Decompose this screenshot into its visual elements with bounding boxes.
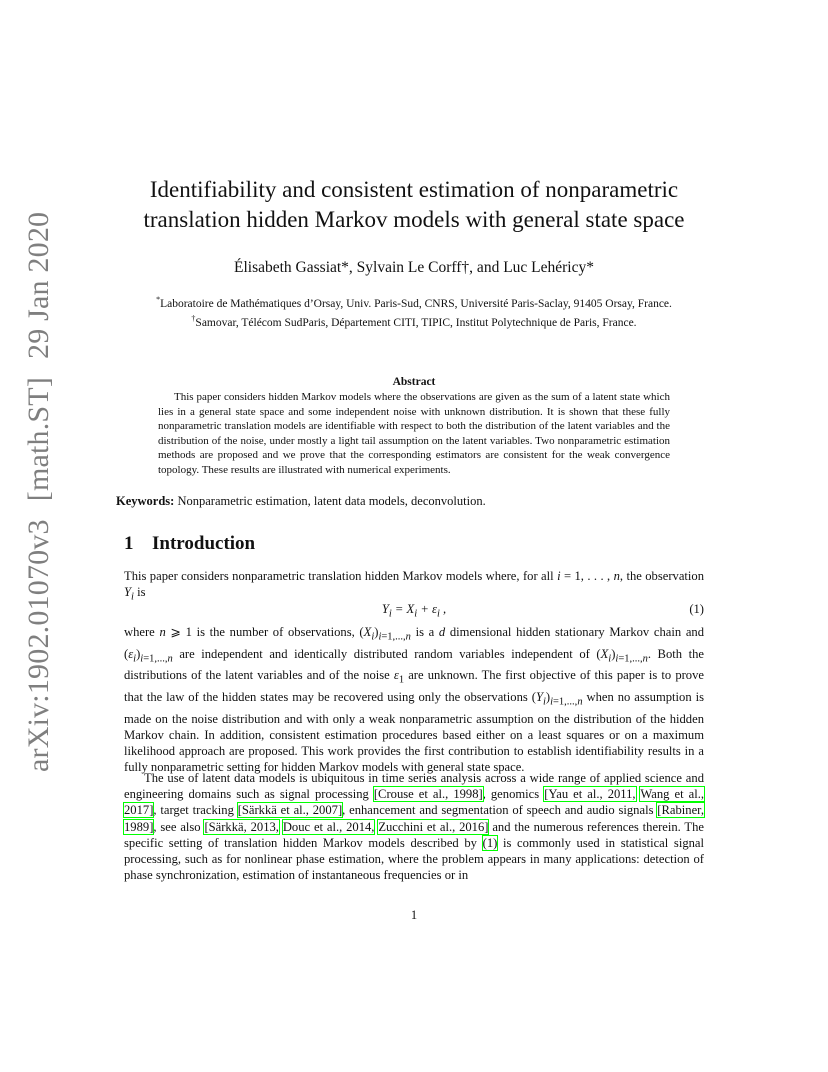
section-heading-introduction	[124, 533, 255, 555]
keywords-label: Keywords:	[116, 494, 175, 508]
citation-link[interactable]: [Särkkä, 2013,	[204, 819, 279, 834]
citation-link[interactable]: [Särkkä et al., 2007]	[237, 803, 343, 818]
citation-link[interactable]: Douc et al., 2014,	[282, 819, 375, 834]
citation-link[interactable]: Wang et al., 2017]	[124, 787, 704, 818]
citation-link[interactable]: [Yau et al., 2011,	[544, 787, 636, 802]
arxiv-date: 29 Jan 2020	[22, 211, 55, 359]
author-list: Élisabeth Gassiat*, Sylvain Le Corff†, and Luc Lehéricy*	[234, 259, 594, 276]
citation-link[interactable]: Zucchini et al., 2016]	[378, 819, 489, 834]
citation-link[interactable]: [Rabiner, 1989]	[124, 803, 705, 834]
intro-paragraph-2: where n ⩾ 1 is the number of observations, $(X_i)_{i=1,...,n}$ is a d dimensional hidden stationary Markov chain and $(\varepsilon_i)_{i=1,...,n}$ are independent and identically distributed random variables independent of $(X_i)_{i=1,...,n}$. Both the distributions of the latent variables and of the noise $\varepsilon_1$ are unknown. The first objective of this paper is to prove that the law of the hidden states may be recovered using only the observations $(Y_i)_{i=1,...,n}$ when no assumption is made on the noise distribution and with only a weak nonparametric assumption on the distribution of the hidden Markov chain. In addition, consistent estimation procedures based either on a least squares or on a maximum likelihood approach are proposed. This work provides the first contribution to establish identifiability results in a fully nonparametric setting for hidden Markov models with general state space.	[124, 625, 704, 775]
paper-title: Identifiability and consistent estimation of nonparametric translation hidden Markov models with general state space	[143, 177, 685, 232]
keywords-text: Nonparametric estimation, latent data models, deconvolution.	[177, 494, 486, 508]
abstract-text: This paper considers hidden Markov models where the observations are given as the sum of a latent state which lies in a general state space and some independent noise with unknown distribution. It is shown that these fully nonparametric translation models are identifiable with respect to both the distribution of the latent variables and the distribution of the noise, under mostly a light tail assumption on the latent variables. Two nonparametric estimation methods are proposed and we prove that the corresponding estimators are consistent for the weak convergence topology. These results are illustrated with numerical experiments.	[158, 391, 670, 476]
affiliation-orsay-text: Laboratoire de Mathématiques d’Orsay, Univ. Paris-Sud, CNRS, Université Paris-Saclay, 91405 Orsay, France.	[160, 298, 672, 310]
section-number: 1	[124, 533, 134, 554]
keywords-line	[116, 493, 716, 509]
section-title: Introduction	[152, 533, 256, 554]
affiliation-orsay: *Laboratoire de Mathématiques d’Orsay, Univ. Paris-Sud, CNRS, Université Paris-Saclay, 91405 Orsay, France.	[156, 295, 672, 310]
affiliation-samovar: †Samovar, Télécom SudParis, Département CITI, TIPIC, Institut Polytechnique de Paris, France.	[191, 314, 637, 329]
affiliation-samovar-text: Samovar, Télécom SudParis, Département CITI, TIPIC, Institut Polytechnique de Paris, France.	[195, 317, 637, 329]
abstract-heading: Abstract	[392, 376, 436, 388]
equation-reference-link[interactable]: (1)	[482, 835, 498, 850]
equation-body: $Y_i = X_i + \varepsilon_i$ ,	[381, 602, 447, 620]
intro-paragraph-1: This paper considers nonparametric translation hidden Markov models where, for all i = 1, . . . , n, the observation $Y_i$ is	[124, 569, 705, 603]
intro-paragraph-3: The use of latent data models is ubiquitous in time series analysis across a wide range of applied science and engineering domains such as signal processing [Crouse et al., 1998], genomics [Yau et al., 2011, Wang et al., 2017], target tracking [Särkkä et al., 2007], enhancement and segmentation of speech and audio signals [Rabiner, 1989], see also [Särkkä, 2013, Douc et al., 2014, Zucchini et al., 2016] and the numerous references therein. The specific setting of translation hidden Markov models described by (1) is commonly used in statistical signal processing, such as for nonlinear phase estimation, where the problem appears in many applications: detection of phase synchronization, estimation of instantaneous frequencies or in	[124, 771, 705, 883]
page-number: 1	[410, 908, 418, 922]
arxiv-category: [math.ST]	[22, 376, 55, 502]
arxiv-id: arXiv:1902.01070v3	[22, 519, 55, 772]
arxiv-identifier-stamp	[22, 194, 56, 772]
equation-number: (1)	[689, 602, 704, 616]
citation-link[interactable]: [Crouse et al., 1998]	[373, 787, 483, 802]
